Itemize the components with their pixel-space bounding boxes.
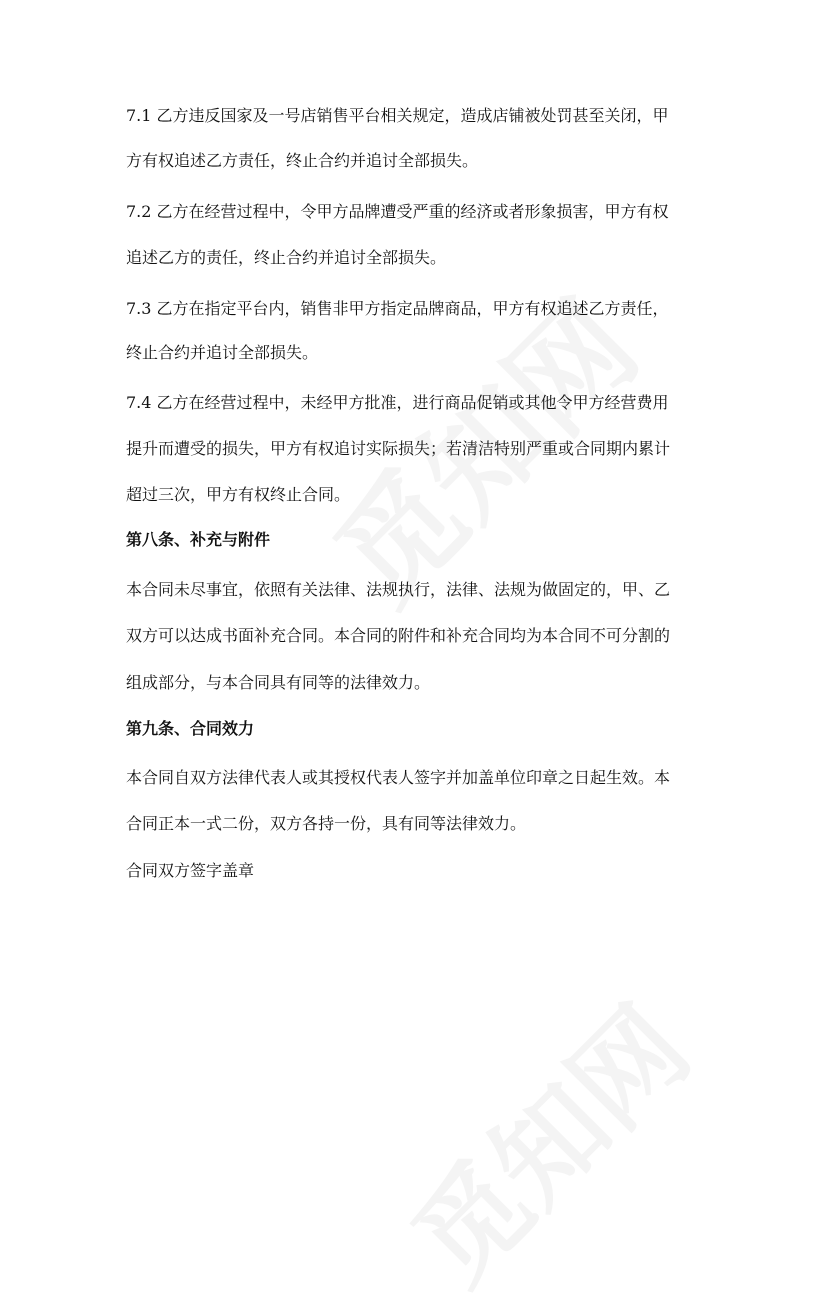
- signature-line: 合同双方签字盖章: [126, 861, 255, 880]
- section-8-line-3: 组成部分，与本合同具有同等的法律效力。: [126, 673, 431, 692]
- section-9-heading: 第九条、合同效力: [126, 719, 255, 738]
- clause-7-1-line-2: 方有权追述乙方责任，终止合约并追讨全部损失。: [126, 151, 479, 170]
- clause-7-2-line-2: 追述乙方的责任，终止合约并追讨全部损失。: [126, 248, 447, 267]
- section-9-line-2: 合同正本一式二份，双方各持一份，具有同等法律效力。: [126, 814, 527, 833]
- clause-7-4-line-1: 7.4 乙方在经营过程中，未经甲方批准，进行商品促销或其他令甲方经营费用: [126, 393, 669, 412]
- clause-7-3-line-2: 终止合约并追讨全部损失。: [126, 343, 319, 362]
- section-8-heading: 第八条、补充与附件: [126, 530, 271, 549]
- section-8-line-2: 双方可以达成书面补充合同。本合同的附件和补充合同均为本合同不可分割的: [126, 626, 671, 645]
- clause-7-3-line-1: 7.3 乙方在指定平台内，销售非甲方指定品牌商品，甲方有权追述乙方责任，: [126, 299, 669, 318]
- clause-7-1-line-1: 7.1 乙方违反国家及一号店销售平台相关规定，造成店铺被处罚甚至关闭，甲: [126, 106, 669, 125]
- clause-7-2-line-1: 7.2 乙方在经营过程中，令甲方品牌遭受严重的经济或者形象损害，甲方有权: [126, 202, 669, 221]
- clause-7-4-line-3: 超过三次，甲方有权终止合同。: [126, 485, 351, 504]
- clause-7-4-line-2: 提升而遭受的损失，甲方有权追讨实际损失；若清洁特别严重或合同期内累计: [126, 439, 671, 458]
- section-8-line-1: 本合同未尽事宜，依照有关法律、法规执行，法律、法规为做固定的，甲、乙: [126, 580, 671, 599]
- section-9-line-1: 本合同自双方法律代表人或其授权代表人签字并加盖单位印章之日起生效。本: [126, 768, 671, 787]
